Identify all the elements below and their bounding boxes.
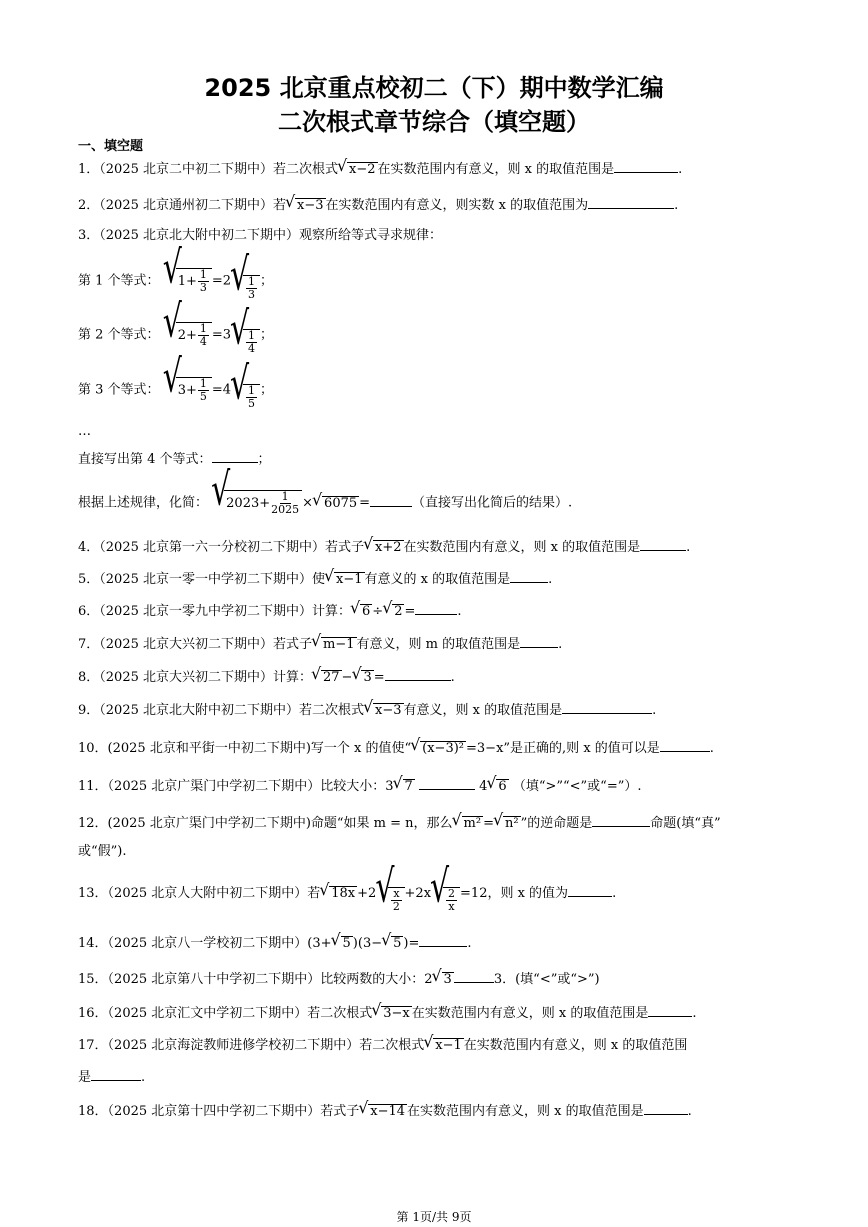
answer-blank xyxy=(415,600,457,615)
answer-blank xyxy=(419,932,467,947)
document-subtitle: 二次根式章节综合（填空题） xyxy=(278,108,590,136)
answer-blank xyxy=(640,536,686,551)
question-2: 2．（2025 北京通州初二下期中）若√ x−3 在实数范围内有意义，则实数 x 的取值范围为 . xyxy=(78,194,678,216)
radical: √ x−3 xyxy=(295,198,326,213)
answer-blank xyxy=(510,568,548,583)
question-15: 15．（2025 北京第八十中学初二下期中）比较两数的大小：2√ 3 3．(填“<”或“>”) xyxy=(78,968,600,990)
question-8: 8．（2025 北京大兴初二下期中）计算：√ 27 −√ 3 = . xyxy=(78,666,455,688)
radical: √ x−2 xyxy=(347,162,378,177)
ellipsis: … xyxy=(78,424,91,439)
question-11: 11．（2025 北京广渠门中学初二下期中）比较大小：3√ 7 4√ 6 （填“>”“<”或“=”）. xyxy=(78,775,642,797)
answer-blank xyxy=(660,737,710,752)
answer-blank xyxy=(370,492,412,507)
answer-blank xyxy=(568,882,612,897)
question-17-cont: 是 . xyxy=(78,1066,145,1088)
answer-blank xyxy=(644,1100,688,1115)
document-title: 2025 北京重点校初二（下）期中数学汇编 xyxy=(204,74,664,102)
equation-2: 第 2 个等式： √ 2+ $\frac{1}{4}$ =3 √ 1 4 ； xyxy=(78,322,273,355)
question-9: 9．（2025 北京北大附中初二下期中）若二次根式√ x−3 有意义，则 x 的取值范围是 . xyxy=(78,699,656,721)
question-12-cont: 或“假”). xyxy=(78,844,127,859)
section-heading: 一、填空题 xyxy=(78,139,144,154)
question-13: 13．（2025 北京人大附中初二下期中）若√ 18x +2 √ x 2 +2x √ 2 x =12，则 x 的值为 . xyxy=(78,882,616,913)
answer-blank xyxy=(212,448,258,463)
question-4: 4．（2025 北京第一六一分校初二下期中）若式子√ x+2 在实数范围内有意义，则 x 的取值范围是 . xyxy=(78,536,690,558)
answer-blank xyxy=(588,194,674,209)
answer-blank xyxy=(592,812,650,827)
question-12: 12．(2025 北京广渠门中学初二下期中)命题“如果 m = n，那么√ m² =√ n² ”的逆命题是 命题(填“真” xyxy=(78,812,721,834)
answer-blank xyxy=(419,775,475,790)
answer-blank xyxy=(454,968,494,983)
question-17: 17．（2025 北京海淀教师进修学校初二下期中）若二次根式√ x−1 在实数范围内有意义，则 x 的取值范围 xyxy=(78,1036,687,1056)
question-1: 1．（2025 北京二中初二下期中）若二次根式√ x−2 在实数范围内有意义，则 x 的取值范围是 . xyxy=(78,158,682,180)
question-14: 14．（2025 北京八一学校初二下期中）(3+√ 5 )(3−√ 5 )= . xyxy=(78,932,472,954)
question-3: 3．（2025 北京北大附中初二下期中）观察所给等式寻求规律： xyxy=(78,228,442,243)
answer-blank xyxy=(385,666,451,681)
answer-blank xyxy=(91,1066,141,1081)
question-5: 5．（2025 北京一零一中学初二下期中）使√ x−1 有意义的 x 的取值范围是 . xyxy=(78,568,552,590)
equation-1: 第 1 个等式： √ 1+ $\frac{1}{3}$ =2 √ 1 3 ； xyxy=(78,268,273,301)
question-3-part-2: 根据上述规律，化简： √ 2023+ $\frac{1}{2025}$ ×√ 6075 = （直接写出化简后的结果）. xyxy=(78,490,572,516)
answer-blank xyxy=(520,633,558,648)
question-16: 16．（2025 北京汇文中学初二下期中）若二次根式√ 3−x 在实数范围内有意义，则 x 的取值范围是 . xyxy=(78,1002,697,1024)
question-3-part-1: 直接写出第 4 个等式： ； xyxy=(78,448,271,470)
question-6: 6．（2025 北京一零九中学初二下期中）计算：√ 6 ÷√ 2 = . xyxy=(78,600,462,622)
equation-3: 第 3 个等式： √ 3+ $\frac{1}{5}$ =4 √ 1 5 ； xyxy=(78,377,273,410)
page-footer: 第 1页/共 9页 xyxy=(396,1210,472,1224)
question-18: 18．（2025 北京第十四中学初二下期中）若式子√ x−14 在实数范围内有意义，则 x 的取值范围是 . xyxy=(78,1100,692,1122)
answer-blank xyxy=(614,158,678,173)
answer-blank xyxy=(562,699,652,714)
question-7: 7．（2025 北京大兴初二下期中）若式子√ m−1 有意义，则 m 的取值范围是 . xyxy=(78,633,562,655)
question-10: 10．(2025 北京和平街一中初二下期中)写一个 x 的值使“√ (x−3)² =3−x”是正确的,则 x 的值可以是 . xyxy=(78,737,714,759)
answer-blank xyxy=(648,1002,692,1017)
